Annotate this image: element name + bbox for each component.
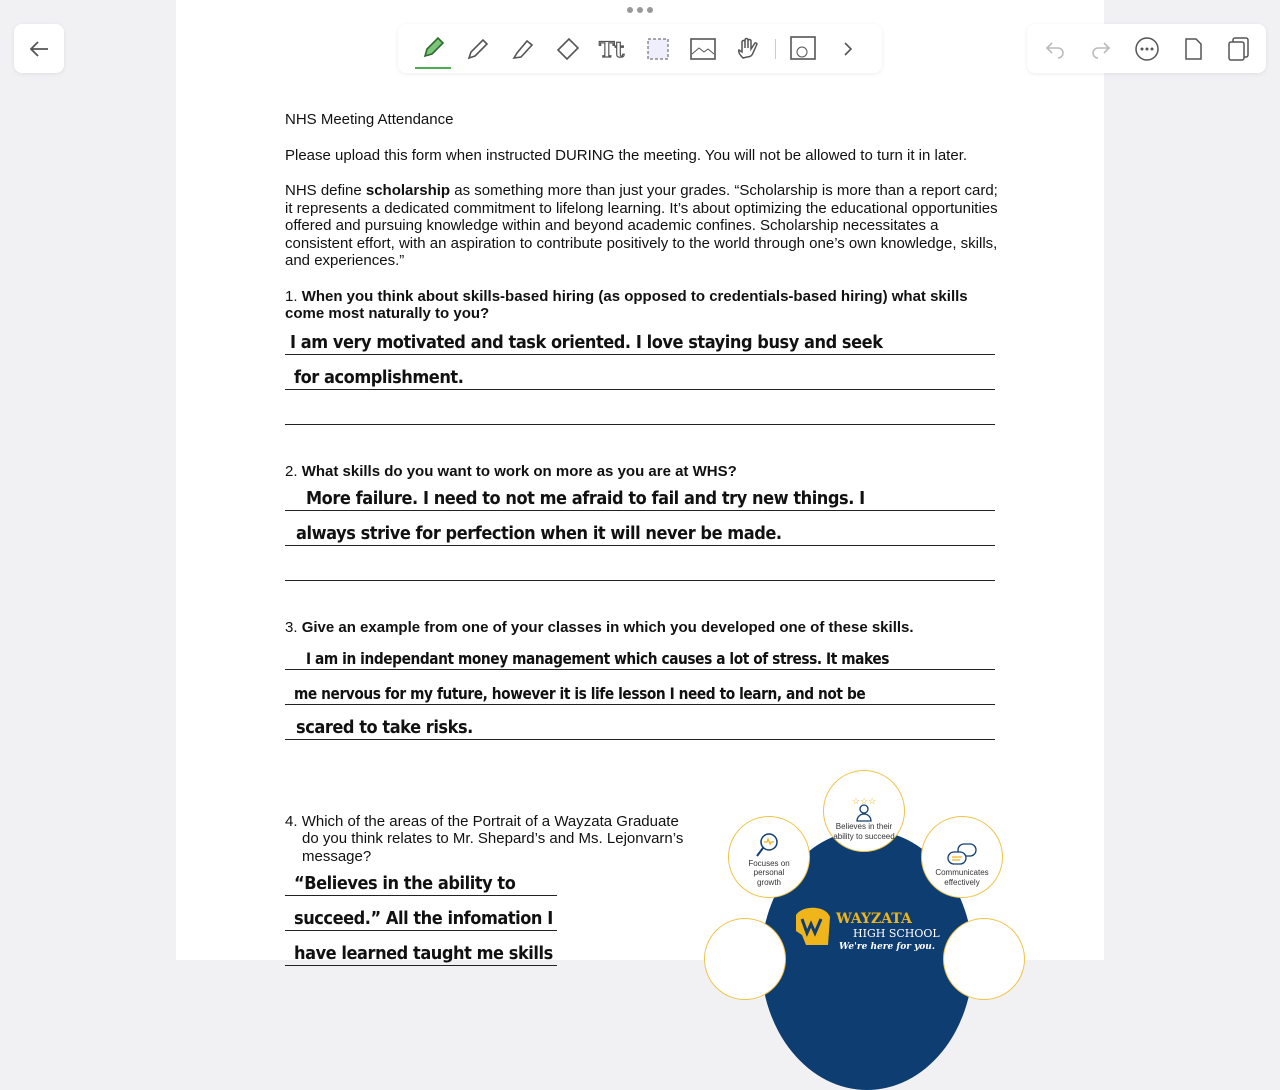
question-4-block [285, 813, 697, 967]
answer-3-line: scared to take risks. [296, 716, 473, 738]
answer-1-area[interactable] [285, 320, 995, 425]
question-3: 3. Give an example from one of your classes in which you developed one of these skills. [285, 619, 914, 636]
zoom-box-icon[interactable] [785, 31, 821, 67]
scholarship-paragraph: NHS define scholarship as something more than just your grades. “Scholarship is more than a report card; it represents a dedicated commitment to lifelong learning. It’s about optimizing the educational opportunities offered and pursuing knowledge within and beyond academic confines. Scholarship necessitates a consistent effort, with an aspiration to contribute positively to the world through one’s own knowledge, skills, and experiences.” [285, 182, 998, 269]
redo-icon[interactable] [1083, 31, 1119, 67]
answer-4-line: have learned taught me skills [294, 943, 553, 964]
undo-icon[interactable] [1037, 31, 1073, 67]
more-icon[interactable] [1129, 31, 1165, 67]
school-sub: HIGH SCHOOL [853, 927, 940, 940]
answer-3-area[interactable] [285, 635, 995, 740]
cycle-circle [704, 918, 786, 1000]
answer-2-line: More failure. I need to not me afraid to fail and try new things. I [306, 488, 865, 509]
communicates-circle: Communicates effectively [921, 816, 1003, 898]
image-icon[interactable] [685, 31, 721, 67]
answer-2-area[interactable] [285, 476, 995, 581]
toolbar-drag-handle[interactable] [627, 7, 653, 13]
school-tagline: We're here for you. [839, 942, 935, 952]
question-3-block [285, 619, 1001, 740]
ai-page-icon[interactable] [1175, 31, 1211, 67]
people-circle [943, 918, 1025, 1000]
answer-4-line: “Believes in the ability to [294, 873, 516, 894]
svg-text:Tt: Tt [599, 36, 625, 62]
wayzata-logo [792, 905, 832, 945]
answer-2-line: always strive for perfection when it will never be made. [296, 523, 782, 544]
toolbar-divider [775, 39, 776, 59]
highlighter-icon[interactable] [505, 31, 541, 67]
pen-icon[interactable] [415, 29, 451, 69]
arrow-left-icon [28, 38, 50, 60]
question-4: 4. Which of the areas of the Portrait of a Wayzata Graduate do you think relates to Mr. Shepard’s and Ms. Lejonvarn’s message? [285, 812, 684, 865]
magnifier-head-icon [754, 831, 784, 859]
speech-bubbles-icon [946, 842, 978, 868]
pages-icon[interactable] [1221, 31, 1257, 67]
growth-circle: Focuses on personal growth [728, 816, 810, 898]
back-button[interactable] [14, 24, 64, 73]
question-1-block [285, 288, 1001, 425]
answer-1-line: for acomplishment. [294, 366, 464, 388]
stars-person-icon [849, 794, 879, 822]
question-1: 1. When you think about skills-based hiring (as opposed to credentials-based hiring) what skills come most naturally to you? [285, 287, 968, 322]
answer-3-line: me nervous for my future, however it is life lesson I need to learn, and not be [294, 683, 866, 703]
doc-title: NHS Meeting Attendance [285, 111, 454, 128]
answer-3-line: I am in independant money management which causes a lot of stress. It makes [306, 648, 889, 668]
instruction-text: Please upload this form when instructed DURING the meeting. You will not be allowed to turn it in later. [285, 146, 968, 164]
school-name: WAYZATA [836, 911, 912, 927]
right-toolbar [1027, 24, 1266, 73]
chevron-right-icon[interactable] [830, 31, 866, 67]
answer-4-line: succeed.” All the infomation I [294, 908, 553, 929]
question-2: 2. What skills do you want to work on more as you are at WHS? [285, 462, 737, 480]
eraser-icon[interactable] [550, 31, 586, 67]
tool-toolbar [398, 24, 882, 73]
answer-4-area[interactable] [285, 861, 557, 966]
believes-circle: ☆☆☆ Believes in their ability to succeed [823, 770, 905, 852]
lasso-select-icon[interactable] [640, 31, 676, 67]
text-icon[interactable] [595, 31, 631, 67]
question-2-block [285, 463, 1001, 582]
hand-icon[interactable] [730, 31, 766, 67]
svg-text:☆☆☆: ☆☆☆ [852, 796, 877, 806]
pencil-icon[interactable] [460, 31, 496, 67]
answer-1-line: I am very motivated and task oriented. I love staying busy and seek [290, 331, 883, 353]
